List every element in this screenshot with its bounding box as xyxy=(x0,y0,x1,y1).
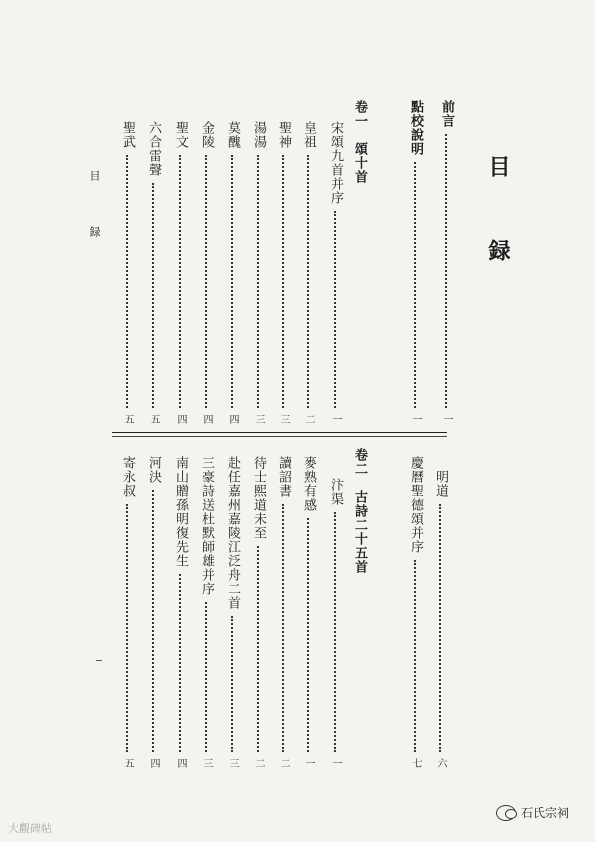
toc-entry-title: 卷二 古詩二十五首 xyxy=(352,448,367,574)
leader-dots xyxy=(152,490,154,752)
leader-dots xyxy=(414,162,416,408)
page-number: 七 xyxy=(410,758,421,768)
page-number: 三 xyxy=(201,758,212,768)
leader-dots xyxy=(126,504,128,752)
toc-entry-title: 三豪詩送杜默師雄并序 xyxy=(199,456,214,596)
page-number: 一 xyxy=(303,758,314,768)
toc-entry-title: 讀詔書 xyxy=(276,456,291,498)
toc-entry-title: 卷一 頌十首 xyxy=(352,100,367,184)
toc-entry-title: 汴渠 xyxy=(328,478,343,506)
toc-entry-title: 六合雷聲 xyxy=(146,121,161,177)
page-number: 五 xyxy=(122,414,133,424)
page-number: 一 xyxy=(441,414,452,424)
section-divider xyxy=(112,432,447,433)
page-number: 一 xyxy=(330,758,341,768)
leader-dots xyxy=(282,504,284,752)
toc-entry-title: 寄永叔 xyxy=(120,456,135,498)
page-number: 三 xyxy=(227,758,238,768)
leader-dots xyxy=(282,155,284,408)
toc-entry-title: 金陵 xyxy=(199,121,214,149)
toc-entry-title: 待士熙道未至 xyxy=(251,456,266,540)
toc-entry-title: 聖武 xyxy=(120,121,135,149)
leader-dots xyxy=(257,155,259,408)
leader-dots xyxy=(414,560,416,752)
margin-mark xyxy=(96,660,102,661)
toc-entry-title: 慶曆聖德頌并序 xyxy=(408,456,423,554)
watermark-right-text: 石氏宗祠 xyxy=(521,806,570,820)
page-number: 六 xyxy=(435,758,446,768)
page-number: 三 xyxy=(278,414,289,424)
toc-entry-title: 河決 xyxy=(146,456,161,484)
leader-dots xyxy=(231,616,233,752)
toc-entry-title: 前言 xyxy=(439,100,454,128)
leader-dots xyxy=(231,155,233,408)
leader-dots xyxy=(126,155,128,408)
toc-entry-title: 皇祖 xyxy=(301,121,316,149)
watermark-right xyxy=(496,804,569,821)
page-number: 五 xyxy=(122,758,133,768)
leader-dots xyxy=(152,183,154,408)
page-number: 四 xyxy=(175,758,186,768)
toc-entry-title: 南山贈孫明復先生 xyxy=(173,456,188,568)
toc-entry-title: 聖神 xyxy=(276,121,291,149)
page-number: 二 xyxy=(303,414,314,424)
page-number: 一 xyxy=(330,414,341,424)
wechat-icon xyxy=(496,805,516,821)
page-number: 四 xyxy=(148,758,159,768)
leader-dots xyxy=(445,134,447,408)
page-title: 目 録 xyxy=(485,155,511,279)
leader-dots xyxy=(179,574,181,752)
leader-dots xyxy=(205,602,207,752)
toc-entry-title: 赴任嘉州嘉陵江泛舟二首 xyxy=(225,456,240,610)
toc-entry-title: 麥熟有感 xyxy=(301,456,316,512)
page-number: 四 xyxy=(201,414,212,424)
leader-dots xyxy=(257,546,259,752)
leader-dots xyxy=(439,504,441,752)
page-number: 五 xyxy=(148,414,159,424)
toc-entry-title: 點校說明 xyxy=(408,100,423,156)
page-number: 一 xyxy=(410,414,421,424)
toc-entry-title: 明道 xyxy=(433,470,448,498)
leader-dots xyxy=(334,211,336,408)
watermark-left xyxy=(8,820,52,836)
section-divider-inner xyxy=(112,436,447,437)
toc-entry-title: 聖文 xyxy=(173,121,188,149)
leader-dots xyxy=(307,518,309,752)
toc-entry-title: 宋頌九首并序 xyxy=(328,121,343,205)
leader-dots xyxy=(334,512,336,752)
page-number: 三 xyxy=(253,414,264,424)
page-number: 四 xyxy=(175,414,186,424)
page-number: 二 xyxy=(278,758,289,768)
toc-entry-title: 湯湯 xyxy=(251,121,266,149)
leader-dots xyxy=(307,155,309,408)
leader-dots xyxy=(179,155,181,408)
watermark-left-text: 大觀碑帖 xyxy=(8,822,52,835)
running-header: 目 録 xyxy=(88,170,101,253)
page-number: 四 xyxy=(227,414,238,424)
toc-entry-title: 莫醜 xyxy=(225,121,240,149)
leader-dots xyxy=(205,155,207,408)
page-number: 二 xyxy=(253,758,264,768)
